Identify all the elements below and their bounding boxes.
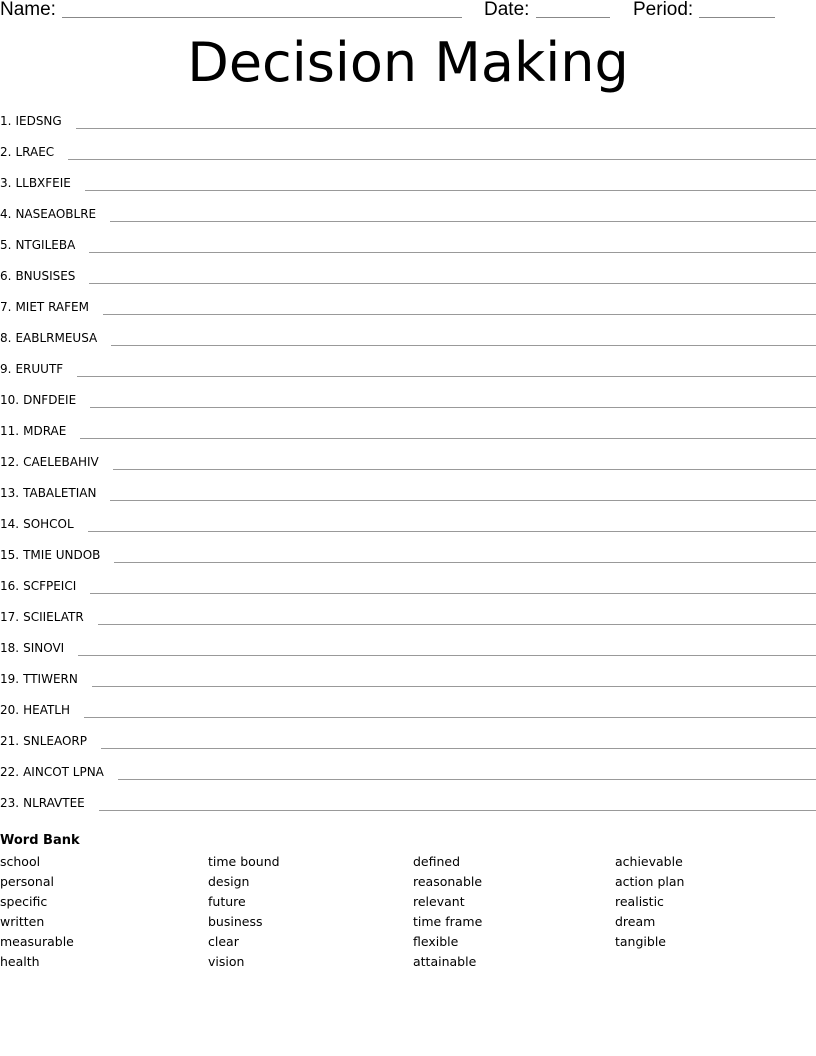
question-number: 5. (0, 238, 12, 252)
question-number: 18. (0, 641, 20, 655)
question-row (0, 763, 816, 794)
answer-blank[interactable] (90, 593, 816, 594)
word-bank-column (208, 852, 280, 972)
question-number: 16. (0, 579, 20, 593)
answer-blank[interactable] (92, 686, 816, 687)
scrambled-word: MDRAE (23, 424, 67, 438)
student-info-header (0, 0, 816, 24)
question-number: 13. (0, 486, 20, 500)
question-row (0, 422, 816, 453)
answer-blank[interactable] (89, 252, 816, 253)
question-number: 8. (0, 331, 12, 345)
question-row (0, 236, 816, 267)
question-row (0, 794, 816, 825)
answer-blank[interactable] (103, 314, 816, 315)
question-row (0, 546, 816, 577)
question-number: 15. (0, 548, 20, 562)
question-row (0, 639, 816, 670)
word-bank-item: achievable (615, 854, 683, 869)
answer-blank[interactable] (110, 221, 816, 222)
word-bank-item: realistic (615, 894, 664, 909)
answer-blank[interactable] (101, 748, 816, 749)
question-number: 3. (0, 176, 12, 190)
question-number: 22. (0, 765, 20, 779)
name-label: Name: (0, 0, 56, 20)
question-row (0, 329, 816, 360)
question-number: 1. (0, 114, 12, 128)
question-number: 2. (0, 145, 12, 159)
date-blank[interactable] (536, 17, 610, 18)
word-bank-item: measurable (0, 934, 74, 949)
word-bank-item: business (208, 914, 263, 929)
question-number: 14. (0, 517, 20, 531)
answer-blank[interactable] (98, 624, 816, 625)
word-bank-item: design (208, 874, 250, 889)
question-row (0, 205, 816, 236)
question-row (0, 174, 816, 205)
name-blank[interactable] (62, 17, 462, 18)
word-bank-item: reasonable (413, 874, 483, 889)
scrambled-word: LLBXFEIE (15, 176, 71, 190)
scrambled-word: IEDSNG (15, 114, 62, 128)
question-number: 19. (0, 672, 20, 686)
scrambled-word: BNUSISES (15, 269, 76, 283)
word-bank-item: flexible (413, 934, 459, 949)
question-number: 7. (0, 300, 12, 314)
period-label: Period: (633, 0, 694, 20)
word-bank-item: specific (0, 894, 48, 909)
scrambled-word: DNFDEIE (23, 393, 77, 407)
date-label: Date: (484, 0, 530, 20)
scrambled-word: NTGILEBA (15, 238, 76, 252)
question-row (0, 143, 816, 174)
word-bank-item: action plan (615, 874, 685, 889)
scrambled-word: MIET RAFEM (15, 300, 89, 314)
word-bank-title: Word Bank (0, 833, 80, 848)
question-row (0, 732, 816, 763)
scrambled-word: TTIWERN (23, 672, 78, 686)
question-number: 17. (0, 610, 20, 624)
word-bank-column (0, 852, 74, 972)
word-bank-item: vision (208, 954, 245, 969)
question-row (0, 112, 816, 143)
question-number: 6. (0, 269, 12, 283)
question-row (0, 484, 816, 515)
scramble-question-list (0, 112, 816, 825)
word-bank-item: health (0, 954, 40, 969)
question-row (0, 701, 816, 732)
scrambled-word: SOHCOL (23, 517, 74, 531)
word-bank-item: tangible (615, 934, 666, 949)
scrambled-word: ERUUTF (15, 362, 64, 376)
word-bank-item: dream (615, 914, 656, 929)
answer-blank[interactable] (68, 159, 816, 160)
page-title: Decision Making (187, 31, 629, 94)
question-number: 20. (0, 703, 20, 717)
word-bank-item: personal (0, 874, 54, 889)
question-number: 12. (0, 455, 20, 469)
word-bank-item: time frame (413, 914, 483, 929)
answer-blank[interactable] (89, 283, 816, 284)
answer-blank[interactable] (84, 717, 816, 718)
question-number: 9. (0, 362, 12, 376)
answer-blank[interactable] (80, 438, 816, 439)
scrambled-word: CAELEBAHIV (23, 455, 99, 469)
question-number: 11. (0, 424, 20, 438)
answer-blank[interactable] (118, 779, 816, 780)
word-bank-item: relevant (413, 894, 465, 909)
scrambled-word: SNLEAORP (23, 734, 87, 748)
scrambled-word: SINOVI (23, 641, 65, 655)
answer-blank[interactable] (113, 469, 816, 470)
word-bank-item: clear (208, 934, 239, 949)
word-bank-item: time bound (208, 854, 280, 869)
answer-blank[interactable] (88, 531, 816, 532)
scrambled-word: AINCOT LPNA (23, 765, 104, 779)
scrambled-word: EABLRMEUSA (15, 331, 98, 345)
answer-blank[interactable] (110, 500, 816, 501)
question-row (0, 608, 816, 639)
word-bank-grid (0, 850, 816, 980)
question-number: 4. (0, 207, 12, 221)
question-row (0, 267, 816, 298)
scrambled-word: TABALETIAN (23, 486, 97, 500)
scrambled-word: TMIE UNDOB (23, 548, 101, 562)
question-row (0, 670, 816, 701)
word-bank-column (413, 852, 482, 972)
answer-blank[interactable] (78, 655, 816, 656)
answer-blank[interactable] (90, 407, 816, 408)
question-row (0, 577, 816, 608)
answer-blank[interactable] (77, 376, 816, 377)
scrambled-word: HEATLH (23, 703, 71, 717)
word-bank-column (615, 852, 684, 952)
question-row (0, 360, 816, 391)
period-blank[interactable] (699, 17, 775, 18)
question-row (0, 515, 816, 546)
scrambled-word: SCFPEICI (23, 579, 77, 593)
word-bank-item: defined (413, 854, 461, 869)
word-bank-item: future (208, 894, 246, 909)
question-number: 10. (0, 393, 20, 407)
scrambled-word: NLRAVTEE (23, 796, 85, 810)
word-bank-item: school (0, 854, 41, 869)
question-row (0, 298, 816, 329)
word-bank-item: attainable (413, 954, 477, 969)
question-row (0, 391, 816, 422)
answer-blank[interactable] (114, 562, 816, 563)
answer-blank[interactable] (99, 810, 816, 811)
scrambled-word: SCIIELATR (23, 610, 84, 624)
question-row (0, 453, 816, 484)
answer-blank[interactable] (85, 190, 816, 191)
question-number: 23. (0, 796, 20, 810)
word-bank (0, 832, 816, 980)
word-bank-item: written (0, 914, 45, 929)
scrambled-word: NASEAOBLRE (15, 207, 97, 221)
question-number: 21. (0, 734, 20, 748)
answer-blank[interactable] (76, 128, 816, 129)
answer-blank[interactable] (111, 345, 816, 346)
scrambled-word: LRAEC (15, 145, 55, 159)
